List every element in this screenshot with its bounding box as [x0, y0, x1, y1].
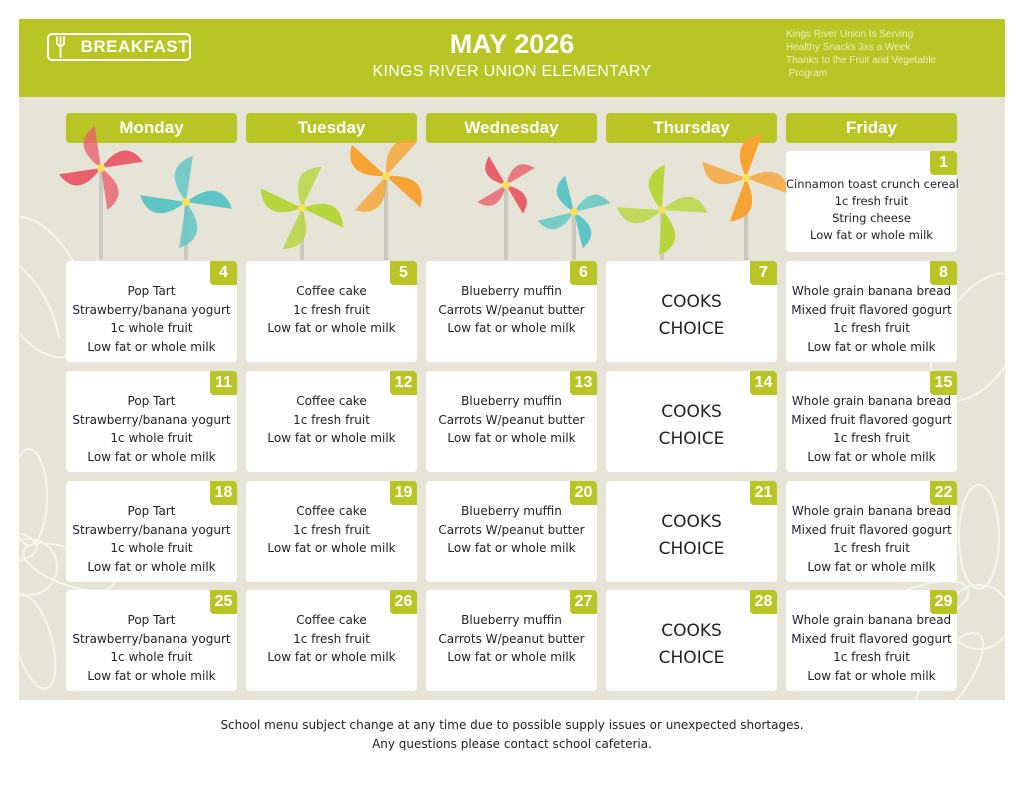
cooks-choice-line: CHOICE: [658, 319, 725, 339]
menu-item: Strawberry/banana yogurt: [72, 412, 231, 427]
menu-item: Pop Tart: [127, 394, 176, 408]
menu-item: Cinnamon toast crunch cereal: [786, 177, 959, 191]
day-cell-15: [786, 371, 957, 472]
date-number: 18: [210, 481, 237, 505]
menu-item: Mixed fruit flavored gogurt: [791, 302, 952, 317]
menu-item: Whole grain banana bread: [791, 613, 952, 627]
menu-items: [426, 611, 597, 667]
date-number: 19: [390, 481, 417, 505]
pinwheel-icon: [136, 152, 235, 260]
date-number: 27: [570, 590, 597, 614]
menu-items: [786, 502, 957, 577]
date-number: 22: [930, 481, 957, 505]
menu-item: Low fat or whole milk: [87, 450, 216, 465]
day-cell-5: [246, 261, 417, 362]
date-number: 21: [750, 481, 777, 505]
menu-item: Pop Tart: [127, 613, 176, 627]
day-cell-1: [786, 151, 957, 252]
menu-items: [426, 502, 597, 558]
date-number: 6: [570, 261, 597, 285]
page-title: MAY 2026: [449, 29, 575, 59]
day-cell-11: [66, 371, 237, 472]
day-cell-28: [606, 590, 777, 691]
day-cell-6: [426, 261, 597, 362]
menu-item: Mixed fruit flavored gogurt: [791, 631, 952, 646]
menu-item: Pop Tart: [127, 284, 176, 298]
pinwheel-icon: [614, 162, 710, 260]
menu-items: [246, 502, 417, 558]
menu-item: Strawberry/banana yogurt: [72, 302, 231, 317]
menu-items: [66, 502, 237, 577]
date-number: 15: [930, 371, 957, 395]
date-number: 29: [930, 590, 957, 614]
menu-item: Mixed fruit flavored gogurt: [791, 412, 952, 427]
menu-item: Carrots W/peanut butter: [438, 631, 585, 646]
menu-item: Low fat or whole milk: [87, 669, 216, 684]
pinwheel-icon: [537, 175, 611, 260]
menu-item: Low fat or whole milk: [810, 228, 933, 242]
menu-item: Low fat or whole milk: [807, 560, 936, 575]
menu-item: Whole grain banana bread: [791, 284, 952, 298]
menu-items: [786, 392, 957, 467]
menu-item: 1c fresh fruit: [833, 321, 910, 336]
date-number: 25: [210, 590, 237, 614]
date-number: 13: [570, 371, 597, 395]
pinwheel-icon: [342, 132, 430, 260]
date-number: 20: [570, 481, 597, 505]
menu-items: [66, 282, 237, 357]
cooks-choice-line: CHOICE: [658, 539, 725, 559]
day-header-tuesday: Tuesday: [246, 113, 417, 143]
badge-label: BREAKFAST: [80, 37, 189, 56]
menu-item: Mixed fruit flavored gogurt: [791, 522, 952, 537]
day-cell-8: [786, 261, 957, 362]
menu-item: Low fat or whole milk: [807, 450, 936, 465]
day-cell-21: [606, 481, 777, 582]
date-number: 4: [210, 261, 237, 285]
menu-item: Low fat or whole milk: [807, 669, 936, 684]
menu-item: Strawberry/banana yogurt: [72, 631, 231, 646]
menu-item: 1c whole fruit: [110, 541, 193, 556]
menu-items: [246, 282, 417, 338]
menu-item: Low fat or whole milk: [447, 321, 576, 336]
menu-item: Low fat or whole milk: [87, 560, 216, 575]
day-cell-4: [66, 261, 237, 362]
school-name: KINGS RIVER UNION ELEMENTARY: [372, 63, 652, 80]
menu-item: Coffee cake: [296, 284, 367, 298]
menu-items: [786, 611, 957, 686]
menu-item: Low fat or whole milk: [447, 650, 576, 665]
menu-item: Low fat or whole milk: [267, 650, 396, 665]
day-cell-18: [66, 481, 237, 582]
cooks-choice-label: [606, 289, 777, 343]
day-cell-25: [66, 590, 237, 691]
cooks-choice-line: COOKS: [661, 512, 722, 532]
menu-item: 1c whole fruit: [110, 321, 193, 336]
date-number: 11: [210, 371, 237, 395]
pinwheel-icon: [475, 154, 536, 260]
day-cell-13: [426, 371, 597, 472]
footer-disclaimer: School menu subject change at any time due to possible supply issues or unexpected shortages.: [220, 718, 804, 732]
day-cell-7: [606, 261, 777, 362]
cooks-choice-line: COOKS: [661, 292, 722, 312]
menu-items: [246, 611, 417, 667]
menu-items: [426, 282, 597, 338]
pinwheel-icon: [696, 128, 795, 260]
date-number: 1: [930, 151, 957, 175]
footer-contact: Any questions please contact school cafeteria.: [372, 737, 652, 751]
date-number: 5: [390, 261, 417, 285]
menu-item: Carrots W/peanut butter: [438, 412, 585, 427]
menu-item: 1c fresh fruit: [833, 431, 910, 446]
menu-item: 1c fresh fruit: [293, 522, 370, 537]
menu-item: Strawberry/banana yogurt: [72, 522, 231, 537]
day-header-monday: Monday: [66, 113, 237, 143]
menu-item: 1c fresh fruit: [293, 412, 370, 427]
menu-item: 1c fresh fruit: [833, 650, 910, 665]
menu-items: [66, 392, 237, 467]
menu-item: Coffee cake: [296, 613, 367, 627]
date-number: 28: [750, 590, 777, 614]
menu-item: Pop Tart: [127, 504, 176, 518]
date-number: 26: [390, 590, 417, 614]
date-number: 14: [750, 371, 777, 395]
menu-item: Whole grain banana bread: [791, 504, 952, 518]
day-header-friday: Friday: [786, 113, 957, 143]
day-cell-19: [246, 481, 417, 582]
menu-item: Carrots W/peanut butter: [438, 522, 585, 537]
menu-items: [426, 392, 597, 448]
menu-item: 1c fresh fruit: [834, 194, 909, 208]
day-header-wednesday: Wednesday: [426, 113, 597, 143]
menu-item: Coffee cake: [296, 504, 367, 518]
menu-item: Whole grain banana bread: [791, 394, 952, 408]
snack-program-note: Kings River Union Is Serving Healthy Snacks 3xs a Week Thanks to the Fruit and Vegetable Program: [786, 29, 937, 79]
cooks-choice-label: [606, 618, 777, 672]
day-cell-14: [606, 371, 777, 472]
menu-item: String cheese: [832, 211, 911, 225]
cooks-choice-label: [606, 509, 777, 563]
date-number: 12: [390, 371, 417, 395]
menu-item: Low fat or whole milk: [267, 431, 396, 446]
menu-item: Low fat or whole milk: [267, 541, 396, 556]
cooks-choice-label: [606, 399, 777, 453]
menu-items: [786, 282, 957, 357]
menu-items: [246, 392, 417, 448]
cooks-choice-line: CHOICE: [658, 429, 725, 449]
day-cell-27: [426, 590, 597, 691]
menu-item: Carrots W/peanut butter: [438, 302, 585, 317]
day-cell-29: [786, 590, 957, 691]
menu-item: 1c fresh fruit: [293, 631, 370, 646]
cooks-choice-line: COOKS: [661, 621, 722, 641]
menu-item: 1c whole fruit: [110, 431, 193, 446]
pinwheel-icon: [59, 126, 143, 260]
menu-item: Low fat or whole milk: [807, 340, 936, 355]
menu-item: Low fat or whole milk: [447, 541, 576, 556]
menu-item: Coffee cake: [296, 394, 367, 408]
menu-item: 1c fresh fruit: [293, 302, 370, 317]
day-cell-12: [246, 371, 417, 472]
menu-item: Low fat or whole milk: [447, 431, 576, 446]
menu-item: Low fat or whole milk: [87, 340, 216, 355]
day-cell-22: [786, 481, 957, 582]
pinwheel-icon: [254, 160, 350, 260]
date-number: 7: [750, 261, 777, 285]
menu-item: Blueberry muffin: [461, 284, 562, 298]
date-number: 8: [930, 261, 957, 285]
menu-item: Blueberry muffin: [461, 504, 562, 518]
menu-item: Blueberry muffin: [461, 613, 562, 627]
cooks-choice-line: COOKS: [661, 402, 722, 422]
menu-item: Blueberry muffin: [461, 394, 562, 408]
menu-item: 1c whole fruit: [110, 650, 193, 665]
day-header-thursday: Thursday: [606, 113, 777, 143]
menu-item: Low fat or whole milk: [267, 321, 396, 336]
day-cell-26: [246, 590, 417, 691]
cooks-choice-line: CHOICE: [658, 648, 725, 668]
menu-items: [66, 611, 237, 686]
menu-item: 1c fresh fruit: [833, 541, 910, 556]
menu-items: [786, 176, 957, 244]
day-cell-20: [426, 481, 597, 582]
